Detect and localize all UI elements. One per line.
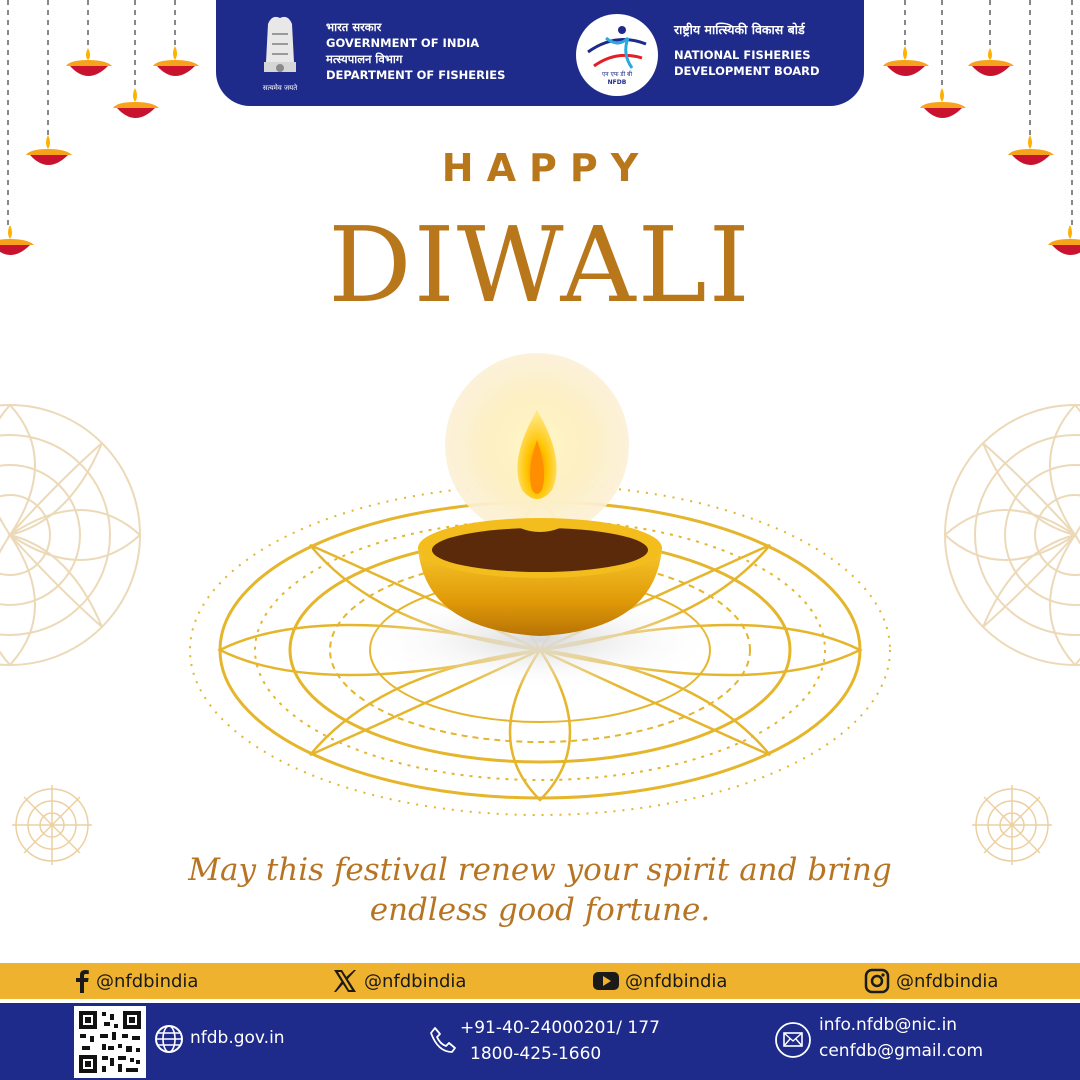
government-text [326,19,505,83]
board-text [674,22,820,79]
facebook-icon [74,969,90,993]
email-address-1[interactable]: info.nfdb@nic.in [819,1015,958,1035]
instagram-icon [864,968,890,994]
instagram-link[interactable] [864,963,998,999]
youtube-icon [593,971,619,991]
nfdb-logo [576,14,658,96]
nfdb-logo-text: NFDB [607,79,627,86]
x-link[interactable] [332,963,466,999]
diya-icon [66,48,112,76]
diya-icon [153,46,199,76]
hanging-diyas-left [8,0,175,230]
mail-icon [774,1021,812,1059]
national-emblem-icon [254,10,306,96]
phone-icon [428,1025,458,1055]
header-banner [216,0,864,106]
gov-english: GOVERNMENT OF INDIA [326,36,480,50]
social-bar [0,963,1080,999]
facebook-handle: @nfdbindia [96,970,199,992]
board-hindi: राष्ट्रीय मात्स्यिकी विकास बोर्ड [674,22,805,37]
footer [0,1003,1080,1080]
emblem-motto: सत्यमेव जयते [262,84,298,92]
board-english-line2: DEVELOPMENT BOARD [674,64,820,78]
greeting-message-line1: May this festival renew your spirit and bring [188,852,892,888]
main-diya-icon [418,353,662,636]
happy-heading: HAPPY [441,146,652,190]
instagram-handle: @nfdbindia [896,970,999,992]
youtube-handle: @nfdbindia [625,970,728,992]
email-address-2[interactable]: cenfdb@gmail.com [819,1041,984,1061]
hanging-diyas-right [905,0,1072,230]
qr-code[interactable] [74,1006,146,1078]
x-icon [332,968,358,994]
youtube-link[interactable] [593,963,727,999]
facebook-link[interactable] [74,963,198,999]
diya-icon [883,46,929,76]
website-link[interactable]: nfdb.gov.in [190,1028,285,1048]
phone-number-2[interactable]: 1800-425-1660 [470,1044,602,1064]
dept-english: DEPARTMENT OF FISHERIES [326,68,506,82]
mandala-right [945,405,1080,665]
nfdb-logo-hindi: एन एफ डी बी [601,71,633,78]
phone-number-1[interactable]: +91-40-24000201/ 177 [460,1018,660,1038]
x-handle: @nfdbindia [364,970,467,992]
diya-icon [113,88,159,118]
board-english-line1: NATIONAL FISHERIES [674,48,811,62]
diwali-heading: DIWALI [328,204,752,326]
globe-icon [154,1024,184,1054]
greeting-message [0,850,1080,930]
mandala-left [0,405,140,665]
greeting-message-line2: endless good fortune. [369,892,711,928]
diya-icon [968,48,1014,76]
diya-icon [920,88,966,118]
dept-hindi: मत्स्यपालन विभाग [326,52,403,66]
gov-hindi: भारत सरकार [326,20,382,34]
